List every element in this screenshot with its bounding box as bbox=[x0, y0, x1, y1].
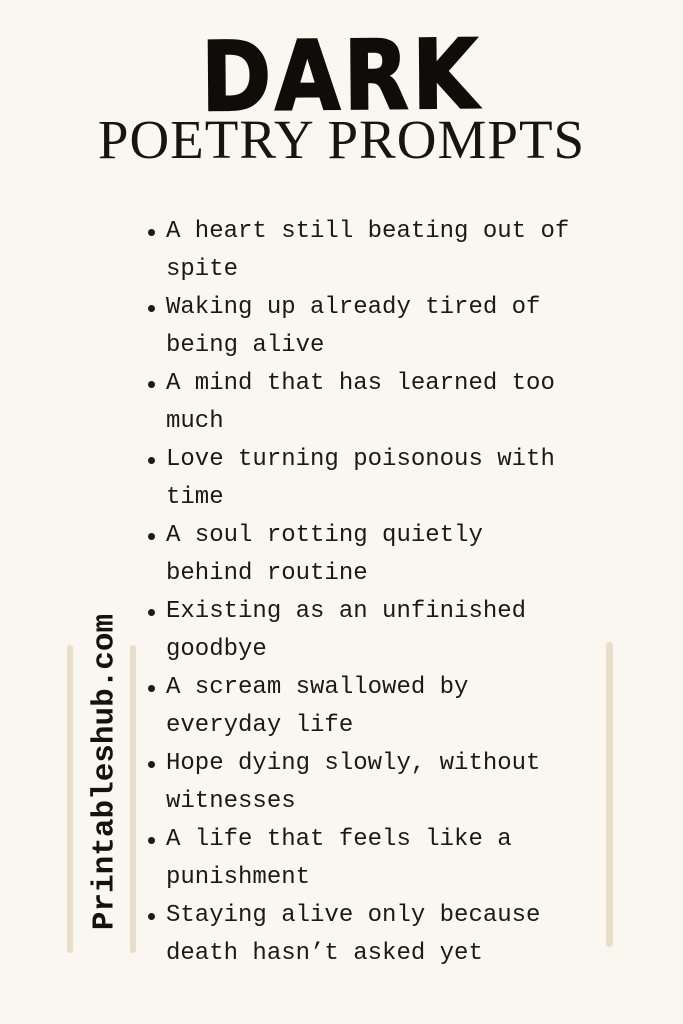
prompt-list bbox=[146, 213, 576, 973]
page-title-text: DARK bbox=[201, 18, 482, 134]
prompt-text: Existing as an unfinished goodbye bbox=[166, 598, 527, 663]
website-watermark: Printableshub.com bbox=[87, 613, 123, 931]
prompt-text: Hope dying slowly, without witnesses bbox=[166, 750, 541, 815]
list-item bbox=[146, 213, 576, 289]
bullet-dot-icon bbox=[148, 837, 155, 844]
decorative-line-left-inner bbox=[130, 645, 136, 953]
list-item bbox=[146, 669, 576, 745]
prompt-text: Staying alive only because death hasn’t asked yet bbox=[166, 902, 541, 967]
decorative-line-right bbox=[606, 642, 613, 947]
prompt-text: A mind that has learned too much bbox=[166, 370, 555, 435]
list-item bbox=[146, 745, 576, 821]
prompt-text: A life that feels like a punishment bbox=[166, 826, 512, 891]
bullet-dot-icon bbox=[148, 229, 155, 236]
list-item bbox=[146, 517, 576, 593]
decorative-line-left-outer bbox=[67, 645, 73, 953]
prompt-text: A soul rotting quietly behind routine bbox=[166, 522, 483, 587]
prompt-text: Waking up already tired of being alive bbox=[166, 294, 541, 359]
bullet-dot-icon bbox=[148, 381, 155, 388]
list-item bbox=[146, 289, 576, 365]
prompt-text: Love turning poisonous with time bbox=[166, 446, 555, 511]
bullet-dot-icon bbox=[148, 913, 155, 920]
prompt-text: A heart still beating out of spite bbox=[166, 218, 570, 283]
list-item bbox=[146, 897, 576, 973]
page-subtitle: POETRY PROMPTS bbox=[97, 109, 586, 170]
bullet-dot-icon bbox=[148, 533, 155, 540]
bullet-dot-icon bbox=[148, 457, 155, 464]
list-item bbox=[146, 441, 576, 517]
list-item bbox=[146, 593, 576, 669]
bullet-dot-icon bbox=[148, 761, 155, 768]
prompt-text: A scream swallowed by everyday life bbox=[166, 674, 469, 739]
list-item bbox=[146, 821, 576, 897]
list-item bbox=[146, 365, 576, 441]
bullet-dot-icon bbox=[148, 305, 155, 312]
bullet-dot-icon bbox=[148, 609, 155, 616]
bullet-dot-icon bbox=[148, 685, 155, 692]
